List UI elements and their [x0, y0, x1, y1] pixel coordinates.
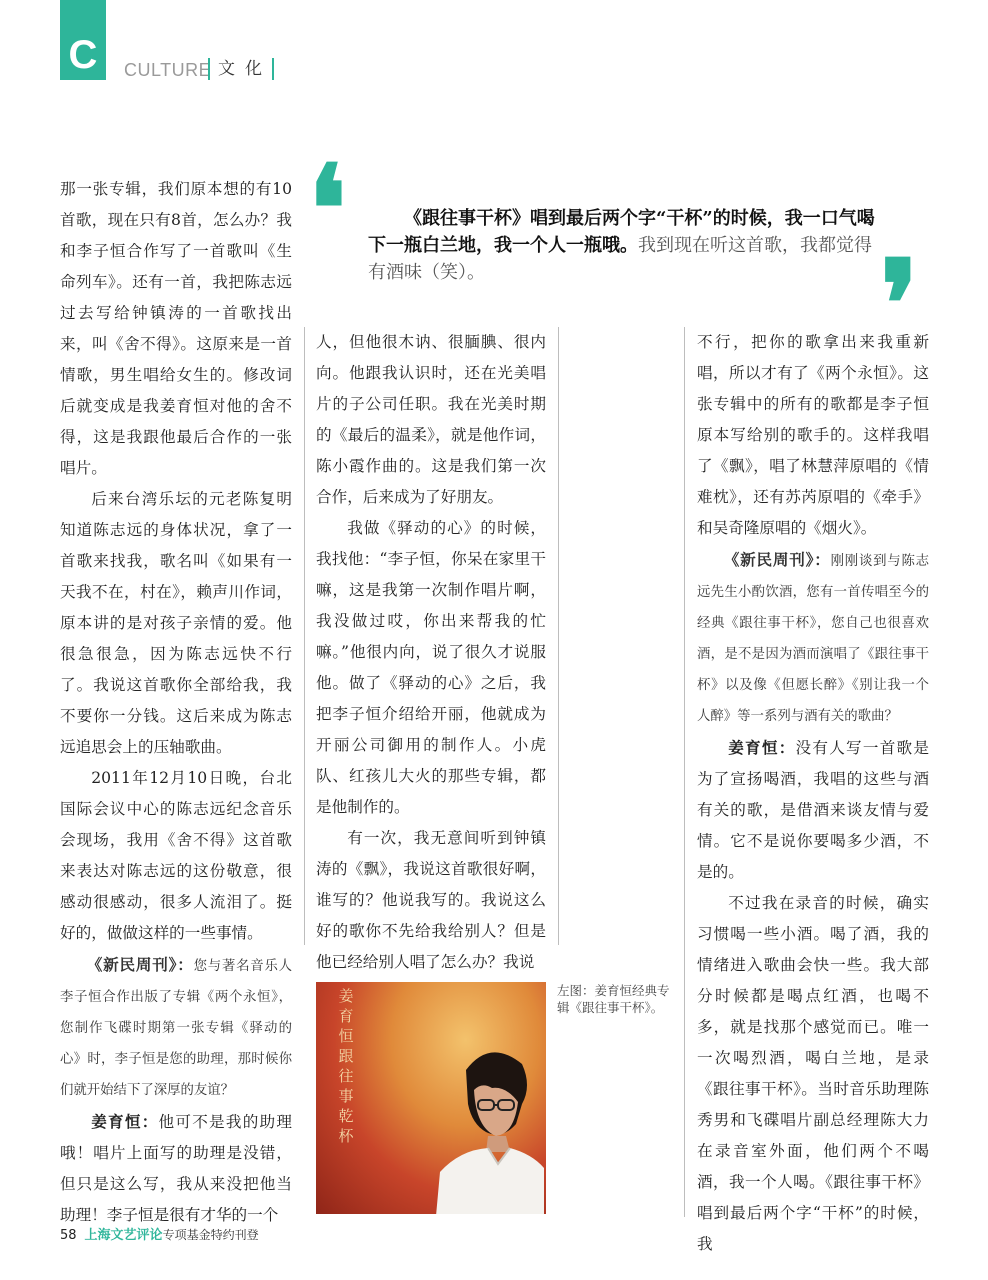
speaker-label: 《新民周刊》： — [723, 550, 831, 569]
page-number: 58 — [60, 1228, 77, 1243]
close-quote-icon: ❜ — [880, 234, 919, 375]
answer-text: 他可不是我的助理哦！唱片上面写的助理是没错，但只是这么写，我从来没把他当助理！李子恒是很有才华的一个 — [60, 1113, 292, 1224]
speaker-label: 姜育恒： — [728, 738, 796, 757]
column-divider — [684, 327, 685, 1217]
interview-answer — [60, 1106, 292, 1231]
pull-quote-normal: 我到现在听这首歌，我都觉得有酒味（笑）。 — [368, 235, 872, 283]
paragraph: 人，但他很木讷、很腼腆、很内向。他跟我认识时，还在光美唱片的子公司任职。我在光美时期的《最后的温柔》，就是他作词，陈小霞作曲的。这是我们第一次合作，后来成为了好朋友。 — [316, 333, 546, 506]
interview-question — [697, 544, 929, 732]
interview-answer — [697, 732, 929, 888]
article-column-2 — [316, 327, 546, 978]
paragraph: 那一张专辑，我们原本想的有10首歌，现在只有8首，怎么办？我和李子恒合作写了一首歌叫《生命列车》。还有一首，我把陈志远过去写给钟镇涛的一首歌找出来，叫《舍不得》。这原来是一首情歌，男生唱给女生的。修改词后就变成是我姜育恒对他的舍不得，这是我跟他最后合作的一张唱片。 — [60, 180, 292, 477]
section-letter: C — [68, 33, 98, 77]
section-tab — [60, 0, 106, 80]
speaker-label: 姜育恒： — [91, 1112, 159, 1131]
column-divider — [558, 327, 559, 945]
publication-name: 上海文艺评论 — [84, 1228, 163, 1243]
section-title-zh: 文化 — [208, 58, 274, 80]
paragraph: 后来台湾乐坛的元老陈复明知道陈志远的身体状况，拿了一首歌来找我，歌名叫《如果有一天我不在，村在》，赖声川作词，原本讲的是对孩子亲情的爱。他很急很急，因为陈志远快不行了。我说这首歌你全部给我，我不要你一分钱。这后来成为陈志远追思会上的压轴歌曲。 — [60, 490, 292, 756]
paragraph: 我做《驿动的心》的时候，我找他：“李子恒，你呆在家里干嘛，这是我第一次制作唱片啊，我没做过哎，你出来帮我的忙嘛。”他很内向，说了很久才说服他。做了《驿动的心》之后，我把李子恒介绍给开丽，他就成为开丽公司御用的制作人。小虎队、红孩儿大火的那些专辑，都是他制作的。 — [316, 519, 546, 816]
pull-quote — [368, 205, 878, 286]
question-text: 您与著名音乐人李子恒合作出版了专辑《两个永恒》，您制作飞碟时期第一张专辑《驿动的心》时，李子恒是您的助理，那时候你们就开始结下了深厚的友谊？ — [60, 959, 293, 1098]
article-column-1 — [60, 174, 292, 1231]
question-text: 刚刚谈到与陈志远先生小酌饮酒，您有一首传唱至今的经典《跟往事干杯》，您自己也很喜欢酒，是不是因为酒而演唱了《跟往事干杯》以及像《但愿长醉》《别让我一个人醉》等一系列与酒有关的歌曲？ — [697, 554, 930, 724]
speaker-label: 《新民周刊》： — [86, 955, 194, 974]
album-title-vertical: 姜育恒跟往事乾杯 — [338, 987, 354, 1145]
article-column-3 — [697, 327, 929, 1260]
image-caption: 左图：姜育恒经典专辑《跟往事干杯》。 — [557, 983, 670, 1015]
interview-question — [60, 949, 292, 1106]
answer-text: 没有人写一首歌是为了宣扬喝酒，我唱的这些与酒有关的歌，是借酒来谈友情与爱情。它不是说你要喝多少酒，不是的。 — [697, 739, 929, 881]
singer-portrait — [436, 1040, 544, 1214]
page-footer — [60, 1224, 259, 1243]
paragraph: 不过我在录音的时候，确实习惯喝一些小酒。喝了酒，我的情绪进入歌曲会快一些。我大部分时候都是喝点红酒，也喝不多，就是找那个感觉而已。唯一一次喝烈酒，喝白兰地，是录《跟往事干杯》。当时音乐助理陈秀男和飞碟唱片副总经理陈大力在录音室外面，他们两个不喝酒，我一个人喝。《跟往事干杯》唱到最后两个字“干杯”的时候，我 — [697, 894, 929, 1253]
paragraph: 有一次，我无意间听到钟镇涛的《飘》，我说这首歌很好啊，谁写的？他说我写的。我说这么好的歌你不先给我给别人？但是他已经给别人唱了怎么办？我说 — [316, 829, 546, 971]
paragraph: 不行，把你的歌拿出来我重新唱，所以才有了《两个永恒》。这张专辑中的所有的歌都是李子恒原本写给别的歌手的。这样我唱了《飘》，唱了林慧萍原唱的《情难枕》，还有苏芮原唱的《牵手》和吴奇隆原唱的《烟火》。 — [697, 333, 929, 537]
open-quote-icon: ❛ — [308, 139, 347, 280]
column-divider — [304, 327, 305, 945]
footer-note: 专项基金特约刊登 — [162, 1228, 259, 1242]
section-title-en: CULTURE — [124, 60, 212, 80]
album-cover-image — [316, 982, 546, 1214]
paragraph: 2011年12月10日晚，台北国际会议中心的陈志远纪念音乐会现场，我用《舍不得》这首歌来表达对陈志远的这份敬意，很感动很感动，很多人流泪了。挺好的，做做这样的一些事情。 — [60, 769, 292, 942]
pull-quote-bold: 《跟往事干杯》唱到最后两个字“干杯”的时候，我一口气喝下一瓶白兰地，我一个人一瓶哦。 — [368, 208, 875, 256]
